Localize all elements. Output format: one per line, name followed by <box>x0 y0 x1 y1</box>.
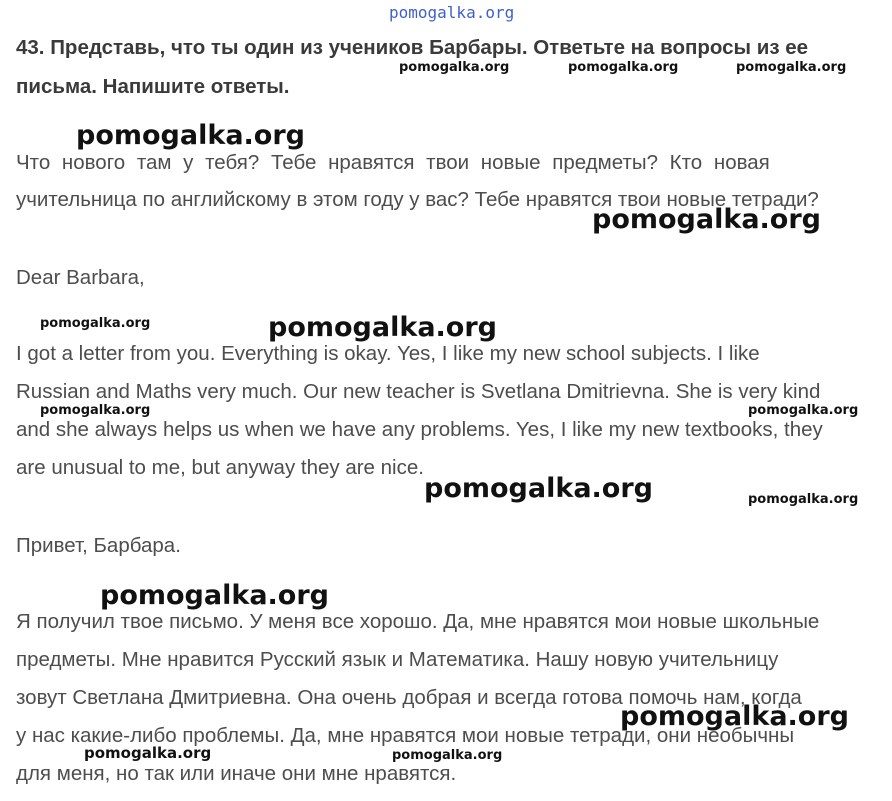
header-watermark: pomogalka.org <box>389 3 515 22</box>
watermark: pomogalka.org <box>620 701 849 732</box>
task-heading-line-1: 43. Представь, что ты один из учеников Барбары. Ответьте на вопросы из ее <box>16 36 809 59</box>
watermark: pomogalka.org <box>392 748 503 763</box>
english-letter-line: are unusual to me, but anyway they are nice. <box>16 456 424 479</box>
watermark: pomogalka.org <box>748 403 859 418</box>
watermark: pomogalka.org <box>424 473 653 504</box>
question-line-2: учительница по английскому в этом году у вас? Тебе нравятся твои новые тетради? <box>16 188 819 211</box>
watermark: pomogalka.org <box>84 744 212 762</box>
watermark: pomogalka.org <box>399 60 510 75</box>
task-heading-line-2: письма. Напишите ответы. <box>16 75 290 98</box>
watermark: pomogalka.org <box>268 312 497 343</box>
watermark: pomogalka.org <box>76 120 305 151</box>
watermark: pomogalka.org <box>748 492 859 507</box>
watermark: pomogalka.org <box>40 316 151 331</box>
russian-greeting: Привет, Барбара. <box>16 534 181 557</box>
watermark: pomogalka.org <box>568 60 679 75</box>
watermark: pomogalka.org <box>736 60 847 75</box>
watermark: pomogalka.org <box>592 204 821 235</box>
russian-letter-line: зовут Светлана Дмитриевна. Она очень добрая и всегда готова помочь нам, когда <box>16 686 802 709</box>
watermark: pomogalka.org <box>40 403 151 418</box>
english-letter-line: I got a letter from you. Everything is okay. Yes, I like my new school subjects. I like <box>16 342 760 365</box>
russian-letter-line: у нас какие-либо проблемы. Да, мне нравятся мои новые тетради, они необычны <box>16 724 795 747</box>
question-line-1: Что нового там у тебя? Тебе нравятся твои новые предметы? Кто новая <box>16 151 770 174</box>
watermark: pomogalka.org <box>100 580 329 611</box>
russian-letter-line: Я получил твое письмо. У меня все хорошо. Да, мне нравятся мои новые школьные <box>16 610 820 633</box>
english-letter-line: and she always helps us when we have any problems. Yes, I like my new textbooks, they <box>16 418 823 441</box>
english-letter-line: Russian and Maths very much. Our new teacher is Svetlana Dmitrievna. She is very kind <box>16 380 821 403</box>
russian-letter-line: предметы. Мне нравится Русский язык и Математика. Нашу новую учительницу <box>16 648 779 671</box>
english-greeting: Dear Barbara, <box>16 266 145 289</box>
russian-letter-line: для меня, но так или иначе они мне нравятся. <box>16 762 457 785</box>
